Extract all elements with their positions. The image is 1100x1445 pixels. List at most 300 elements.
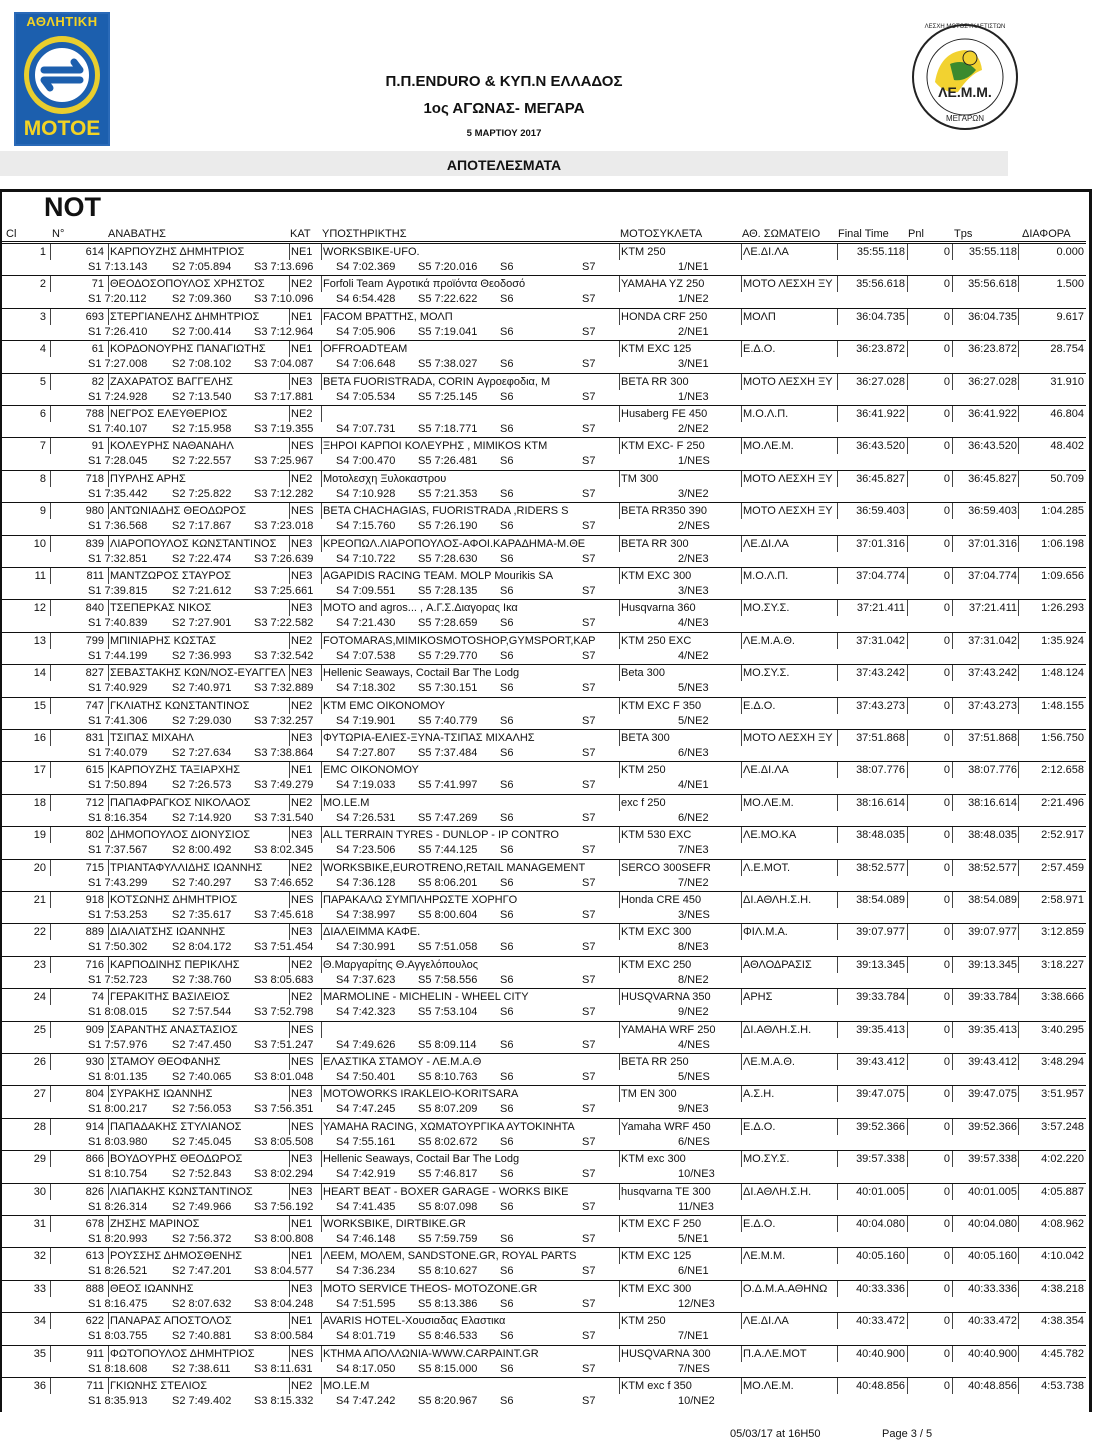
penalty: 0 — [943, 732, 950, 744]
cell-divider — [619, 244, 620, 260]
rider-name: ΦΩΤΟΠΟΥΛΟΣ ΔΗΜΗΤΡΙΟΣ — [110, 1347, 255, 1360]
split-s1: S1 7:57.976 — [88, 1038, 148, 1051]
cell-divider — [741, 1216, 742, 1232]
difference: 1.500 — [1056, 278, 1084, 291]
result-split-line — [2, 907, 1086, 923]
penalty: 0 — [943, 764, 950, 777]
club: ΔΙ.ΑΘΛΗ.Σ.Η. — [743, 1185, 812, 1198]
cell-divider — [50, 406, 51, 422]
col-difference: ΔΙΑΦΟΡΑ — [1022, 228, 1071, 240]
result-row — [2, 859, 1086, 891]
cl: 31 — [33, 1218, 46, 1230]
col-cl: Cl — [6, 228, 17, 240]
final-time: 39:43.412 — [856, 1056, 905, 1068]
rider-name: ΖΑΧΑΡΑΤΟΣ ΒΑΓΓΕΛΗΣ — [110, 375, 233, 388]
difference: 3:12.859 — [1041, 926, 1084, 939]
tps: 39:47.075 — [968, 1088, 1017, 1101]
split-s7: S7 — [582, 585, 596, 597]
result-split-line — [2, 583, 1086, 599]
tps: 40:48.856 — [968, 1380, 1017, 1392]
logo-left-top-text: ΑΘΛΗΤΙΚΗ — [26, 14, 98, 29]
penalty: 0 — [943, 926, 950, 939]
difference: 2:57.459 — [1041, 861, 1084, 874]
split-s3: S3 7:12.964 — [254, 325, 314, 338]
split-s7: S7 — [582, 909, 596, 921]
rider-number: 61 — [91, 343, 104, 356]
class-position: 5/NE1 — [678, 1233, 709, 1245]
split-s4: S4 7:10.722 — [336, 552, 396, 565]
rider-name: ΔΗΜΟΠΟΥΛΟΣ ΔΙΟΝΥΣΙΟΣ — [110, 829, 251, 842]
rider-category: NE3 — [291, 667, 313, 680]
cell-divider — [321, 1281, 322, 1297]
split-s1: S1 7:36.568 — [88, 520, 148, 533]
final-time: 38:07.776 — [856, 764, 905, 777]
result-split-line — [2, 1361, 1086, 1377]
split-s7: S7 — [582, 747, 596, 759]
cell-divider — [741, 698, 742, 714]
cell-divider — [50, 600, 51, 616]
result-main-line — [2, 956, 1086, 973]
rider-name: ΚΑΡΠΟΥΖΗΣ ΔΗΜΗΤΡΙΟΣ — [110, 246, 245, 258]
split-s7: S7 — [582, 455, 596, 468]
split-s2: S2 7:05.894 — [172, 261, 232, 273]
cell-divider — [619, 665, 620, 681]
cell-divider — [108, 1022, 109, 1038]
split-s7: S7 — [582, 1265, 596, 1278]
split-s3: S3 8:00.584 — [254, 1330, 314, 1343]
split-s6: S6 — [500, 520, 514, 533]
result-row — [2, 1280, 1086, 1312]
split-s5: S5 7:38.027 — [418, 358, 478, 371]
split-s6: S6 — [500, 1103, 514, 1116]
rider-category: NE1 — [291, 1218, 313, 1230]
cell-divider — [619, 341, 620, 357]
split-s5: S5 8:02.672 — [418, 1135, 478, 1148]
cell-divider — [321, 309, 322, 325]
cell-divider — [50, 762, 51, 778]
split-s3: S3 8:01.048 — [254, 1071, 314, 1083]
split-s2: S2 7:22.474 — [172, 552, 232, 565]
result-row — [2, 535, 1086, 567]
event-date: 5 ΜΑΡΤΙΟΥ 2017 — [466, 128, 542, 139]
cell-divider — [289, 503, 290, 519]
split-s3: S3 8:11.631 — [254, 1362, 313, 1375]
rider-name: ΔΙΑΛΙΑΤΣΗΣ ΙΩΑΝΝΗΣ — [110, 926, 226, 939]
result-row — [2, 340, 1086, 372]
cl: 3 — [39, 310, 46, 323]
difference: 1:56.750 — [1041, 732, 1084, 744]
col-rider: ΑΝΑΒΑΤΗΣ — [108, 228, 166, 240]
result-row — [2, 1215, 1086, 1247]
split-s7: S7 — [582, 423, 596, 435]
cell-divider — [108, 989, 109, 1005]
final-time: 37:51.868 — [856, 732, 905, 744]
split-s5: S5 7:58.556 — [418, 973, 478, 986]
split-s4: S4 7:38.997 — [336, 909, 396, 921]
penalty: 0 — [943, 991, 950, 1004]
rider-category: NE1 — [291, 246, 313, 258]
class-position: 6/NES — [678, 1135, 710, 1148]
cell-divider — [321, 503, 322, 519]
cell-divider — [321, 1346, 322, 1362]
split-s4: S4 7:02.369 — [336, 261, 396, 273]
cell-divider — [741, 374, 742, 390]
split-s3: S3 7:04.087 — [254, 358, 314, 371]
split-s6: S6 — [500, 1071, 514, 1083]
difference: 4:05.887 — [1041, 1185, 1084, 1198]
club: ΜΟ.ΣΥ.Σ. — [743, 1153, 790, 1166]
rider-category: NE2 — [291, 958, 313, 971]
difference: 3:57.248 — [1041, 1120, 1084, 1133]
split-s2: S2 7:40.297 — [172, 876, 232, 889]
split-s1: S1 7:53.253 — [88, 909, 148, 921]
penalty: 0 — [943, 440, 950, 453]
result-main-line — [2, 275, 1086, 292]
cell-divider — [741, 244, 742, 260]
rider-category: NE2 — [291, 991, 313, 1004]
club: ΛΕ.Μ.Α.Θ. — [743, 634, 795, 647]
cl: 26 — [33, 1056, 46, 1068]
rider-name: ΣΥΡΑΚΗΣ ΙΩΑΝΝΗΣ — [110, 1088, 213, 1101]
split-s2: S2 8:00.492 — [172, 844, 232, 857]
tps: 35:55.118 — [968, 246, 1017, 258]
penalty: 0 — [943, 1056, 950, 1068]
split-s7: S7 — [582, 844, 596, 857]
split-s4: S4 7:19.033 — [336, 779, 396, 792]
split-s6: S6 — [500, 682, 514, 695]
split-s2: S2 7:47.201 — [172, 1265, 232, 1278]
cell-divider — [321, 633, 322, 649]
cell-divider — [50, 1184, 51, 1200]
cell-divider — [108, 276, 109, 292]
penalty: 0 — [943, 796, 950, 809]
split-s5: S5 7:44.125 — [418, 844, 478, 857]
cell-divider — [108, 536, 109, 552]
motorcycle: KTM EXC 125 — [621, 343, 692, 356]
motorcycle: HUSQVARNA 350 — [621, 991, 711, 1004]
split-s5: S5 7:37.484 — [418, 747, 478, 759]
split-s4: S4 7:42.919 — [336, 1168, 396, 1181]
cell-divider — [108, 374, 109, 390]
cell-divider — [108, 1054, 109, 1070]
result-split-line — [2, 1199, 1086, 1215]
rider-category: NE3 — [291, 1088, 313, 1101]
motorcycle: Husaberg FE 450 — [621, 408, 708, 420]
split-s1: S1 7:20.112 — [88, 293, 147, 306]
tps: 35:56.618 — [968, 278, 1017, 291]
class-position: 2/NE1 — [678, 325, 709, 338]
class-position: 6/NE1 — [678, 1265, 709, 1278]
rider-name: ΚΑΡΠΟΥΖΗΣ ΤΑΞΙΑΡΧΗΣ — [110, 764, 241, 777]
split-s7: S7 — [582, 1297, 596, 1310]
tps: 37:31.042 — [968, 634, 1017, 647]
split-s7: S7 — [582, 1135, 596, 1148]
motorcycle: KTM 250 — [621, 246, 666, 258]
cell-divider — [321, 471, 322, 487]
cell-divider — [108, 1248, 109, 1264]
split-s1: S1 8:03.755 — [88, 1330, 148, 1343]
split-s2: S2 8:04.172 — [172, 941, 232, 954]
motorcycle: BETA RR 300 — [621, 537, 689, 550]
tps: 37:43.242 — [968, 667, 1017, 680]
tps: 36:23.872 — [968, 343, 1017, 356]
rider-number: 980 — [85, 505, 104, 518]
rider-category: NE1 — [291, 343, 313, 356]
result-split-line — [2, 680, 1086, 696]
motorcycle: KTM exc f 350 — [621, 1380, 692, 1392]
result-main-line — [2, 1247, 1086, 1264]
result-main-line — [2, 470, 1086, 487]
cl: 32 — [33, 1250, 46, 1263]
rider-number: 614 — [85, 246, 104, 258]
logo-right-ring-text: ΛΕΣΧΗ ΜΟΤΟΣΥΚΛΕΤΙΣΤΩΝ — [924, 24, 1006, 30]
motorcycle: HONDA CRF 250 — [621, 310, 708, 323]
split-s1: S1 8:16.354 — [88, 811, 148, 824]
result-row — [2, 891, 1086, 923]
cell-divider — [321, 730, 322, 746]
rider-name: ΚΑΡΠΟΔΙΝΗΣ ΠΕΡΙΚΛΗΣ — [110, 958, 240, 971]
split-s6: S6 — [500, 779, 514, 792]
cell-divider — [741, 1248, 742, 1264]
final-time: 38:52.577 — [856, 861, 905, 874]
rider-category: NE2 — [291, 1380, 313, 1392]
sponsor: ΜΟ.LE.M — [323, 1380, 370, 1392]
cell-divider — [321, 1216, 322, 1232]
cell-divider — [289, 1119, 290, 1135]
split-s3: S3 7:10.096 — [254, 293, 314, 306]
penalty: 0 — [943, 408, 950, 420]
class-position: 4/NE2 — [678, 649, 709, 662]
split-s1: S1 8:26.314 — [88, 1200, 148, 1213]
result-split-line — [2, 777, 1086, 793]
penalty: 0 — [943, 537, 950, 550]
difference: 4:08.962 — [1041, 1218, 1084, 1230]
final-time: 36:43.520 — [856, 440, 905, 453]
penalty: 0 — [943, 958, 950, 971]
difference: 1:26.293 — [1041, 602, 1084, 615]
cell-divider — [289, 1151, 290, 1167]
final-time: 36:41.922 — [856, 408, 905, 420]
sponsor: ΔΙΑΛΕΙΜΜΑ ΚΑΦΕ. — [323, 926, 421, 939]
cell-divider — [108, 1216, 109, 1232]
cell-divider — [321, 276, 322, 292]
tps: 36:41.922 — [968, 408, 1017, 420]
rider-number: 613 — [85, 1250, 104, 1263]
club: ΦΙΛ.Μ.Α. — [743, 926, 788, 939]
result-row — [2, 373, 1086, 405]
cell-divider — [50, 1346, 51, 1362]
tps: 40:04.080 — [968, 1218, 1017, 1230]
split-s5: S5 7:28.659 — [418, 617, 478, 630]
result-split-line — [2, 939, 1086, 955]
split-s4: S4 7:21.430 — [336, 617, 396, 630]
split-s6: S6 — [500, 293, 514, 306]
club: ΛΕ.ΔΙ.ΛΑ — [743, 537, 789, 550]
split-s1: S1 7:13.143 — [88, 261, 148, 273]
result-row — [2, 664, 1086, 696]
split-s3: S3 7:32.889 — [254, 682, 314, 695]
cell-divider — [50, 1378, 51, 1394]
sponsor: MOTO SERVICE THEOS- MOTOZONE.GR — [323, 1282, 538, 1295]
cell-divider — [619, 406, 620, 422]
motorcycle: Honda CRE 450 — [621, 894, 702, 906]
class-position: 2/NE3 — [678, 552, 709, 565]
cell-divider — [321, 406, 322, 422]
cell-divider — [289, 309, 290, 325]
cell-divider — [289, 665, 290, 681]
tps: 37:43.273 — [968, 699, 1017, 712]
club: ΜΟΤΟ ΛΕΣΧΗ ΞΥ — [743, 505, 833, 518]
split-s6: S6 — [500, 1362, 514, 1375]
rider-number: 678 — [85, 1218, 104, 1230]
split-s4: S4 7:42.323 — [336, 1006, 396, 1019]
result-row — [2, 502, 1086, 534]
difference: 3:18.227 — [1041, 958, 1084, 971]
cell-divider — [619, 1086, 620, 1102]
sponsor: FACOM ΒΡΑΤΤΗΣ, ΜΟΛΠ — [323, 310, 453, 323]
split-s6: S6 — [500, 649, 514, 662]
split-s4: S4 7:07.538 — [336, 649, 396, 662]
cell-divider — [108, 1184, 109, 1200]
result-main-line — [2, 1053, 1086, 1070]
cl: 25 — [33, 1023, 46, 1036]
cell-divider — [321, 341, 322, 357]
club: ΛΕ.Μ.Μ. — [743, 1250, 786, 1263]
split-s2: S2 7:52.843 — [172, 1168, 232, 1181]
split-s4: S4 7:46.148 — [336, 1233, 396, 1245]
cl: 10 — [33, 537, 46, 550]
split-s1: S1 8:01.135 — [88, 1071, 148, 1083]
split-s6: S6 — [500, 552, 514, 565]
cell-divider — [741, 957, 742, 973]
rider-name: ΝΕΓΡΟΣ ΕΛΕΥΘΕΡΙΟΣ — [110, 408, 228, 420]
cl: 19 — [33, 829, 46, 842]
split-s5: S5 7:40.779 — [418, 714, 478, 727]
result-main-line — [2, 761, 1086, 778]
cell-divider — [741, 503, 742, 519]
result-row — [2, 1377, 1086, 1409]
split-s6: S6 — [500, 844, 514, 857]
result-split-line — [2, 389, 1086, 405]
class-position: 7/NE2 — [678, 876, 709, 889]
motorcycle: exc f 250 — [621, 796, 666, 809]
cell-divider — [741, 536, 742, 552]
sponsor: FOTOMARAS,MIMIKOSMOTOSHOP,GYMSPORT,KAP — [323, 634, 596, 647]
split-s6: S6 — [500, 423, 514, 435]
cl: 7 — [39, 440, 46, 453]
difference: 9.617 — [1056, 310, 1084, 323]
cl: 20 — [33, 861, 46, 874]
split-s6: S6 — [500, 1330, 514, 1343]
result-row — [2, 794, 1086, 826]
difference: 1:48.124 — [1041, 667, 1084, 680]
cell-divider — [108, 698, 109, 714]
result-main-line — [2, 1377, 1086, 1394]
cl: 35 — [33, 1347, 46, 1360]
result-main-line — [2, 988, 1086, 1005]
cell-divider — [50, 1281, 51, 1297]
cell-divider — [108, 1086, 109, 1102]
split-s4: S4 7:49.626 — [336, 1038, 396, 1051]
sponsor: ΠΑΡΑΚΑΛΩ ΣΥΜΠΛΗΡΩΣΤΕ ΧΟΡΗΓΟ — [323, 894, 518, 906]
cell-divider — [289, 1313, 290, 1329]
cell-divider — [50, 730, 51, 746]
rider-name: ΤΣΙΠΑΣ ΜΙΧΑΗΛ — [110, 732, 194, 744]
split-s6: S6 — [500, 941, 514, 954]
tps: 38:07.776 — [968, 764, 1017, 777]
class-position: 10/NE2 — [678, 1395, 715, 1407]
cell-divider — [741, 762, 742, 778]
difference: 4:53.738 — [1041, 1380, 1084, 1392]
split-s2: S2 7:56.372 — [172, 1233, 232, 1245]
rider-category: NE2 — [291, 861, 313, 874]
split-s6: S6 — [500, 358, 514, 371]
split-s1: S1 8:08.015 — [88, 1006, 148, 1019]
split-s7: S7 — [582, 682, 596, 695]
cl: 27 — [33, 1088, 46, 1101]
split-s7: S7 — [582, 552, 596, 565]
col-number: N° — [52, 228, 65, 240]
rider-category: NE1 — [291, 310, 313, 323]
cell-divider — [289, 1216, 290, 1232]
result-main-line — [2, 1183, 1086, 1200]
result-split-line — [2, 875, 1086, 891]
split-s6: S6 — [500, 1200, 514, 1213]
result-split-line — [2, 1231, 1086, 1247]
cell-divider — [741, 633, 742, 649]
cl: 24 — [33, 991, 46, 1004]
motorcycle: KTM 530 EXC — [621, 829, 692, 842]
split-s3: S3 7:51.247 — [254, 1038, 314, 1051]
split-s4: S4 7:10.928 — [336, 487, 396, 500]
club: ΜΟΤΟ ΛΕΣΧΗ ΞΥ — [743, 278, 833, 291]
motorcycle: YAMAHA YZ 250 — [621, 278, 705, 291]
final-time: 40:33.472 — [856, 1315, 905, 1328]
cell-divider — [289, 276, 290, 292]
class-position: 3/NE1 — [678, 358, 709, 371]
cell-divider — [50, 698, 51, 714]
sponsor: KTM EMC ΟΙΚΟΝΟΜΟΥ — [323, 699, 446, 712]
split-s2: S2 7:40.881 — [172, 1330, 232, 1343]
result-row — [2, 243, 1086, 275]
split-s1: S1 7:24.928 — [88, 390, 148, 403]
split-s2: S2 7:29.030 — [172, 714, 232, 727]
cell-divider — [50, 892, 51, 908]
cell-divider — [619, 1054, 620, 1070]
cell-divider — [321, 665, 322, 681]
rider-number: 747 — [85, 699, 104, 712]
split-s5: S5 7:59.759 — [418, 1233, 478, 1245]
logo-left-bottom-text: ΜΟΤΟΕ — [23, 117, 101, 140]
cell-divider — [619, 795, 620, 811]
tps: 40:40.900 — [968, 1347, 1017, 1360]
cl: 13 — [33, 634, 46, 647]
split-s4: S4 7:51.595 — [336, 1297, 396, 1310]
split-s3: S3 8:15.332 — [254, 1395, 314, 1407]
sponsor: BETA FUORISTRADA, CORIN Αγροεφοδια, Μ — [323, 375, 551, 388]
rider-number: 831 — [85, 732, 104, 744]
cell-divider — [108, 795, 109, 811]
final-time: 35:56.618 — [856, 278, 905, 291]
difference: 1:48.155 — [1041, 699, 1084, 712]
cell-divider — [289, 957, 290, 973]
split-s6: S6 — [500, 747, 514, 759]
rider-category: NES — [291, 1347, 314, 1360]
class-position: 3/NE3 — [678, 585, 709, 597]
logo-right-text: ΛΕ.Μ.Μ. — [938, 84, 992, 100]
club: Π.Α.ΛΕ.ΜΟΤ — [743, 1347, 807, 1360]
difference: 3:48.294 — [1041, 1056, 1084, 1068]
